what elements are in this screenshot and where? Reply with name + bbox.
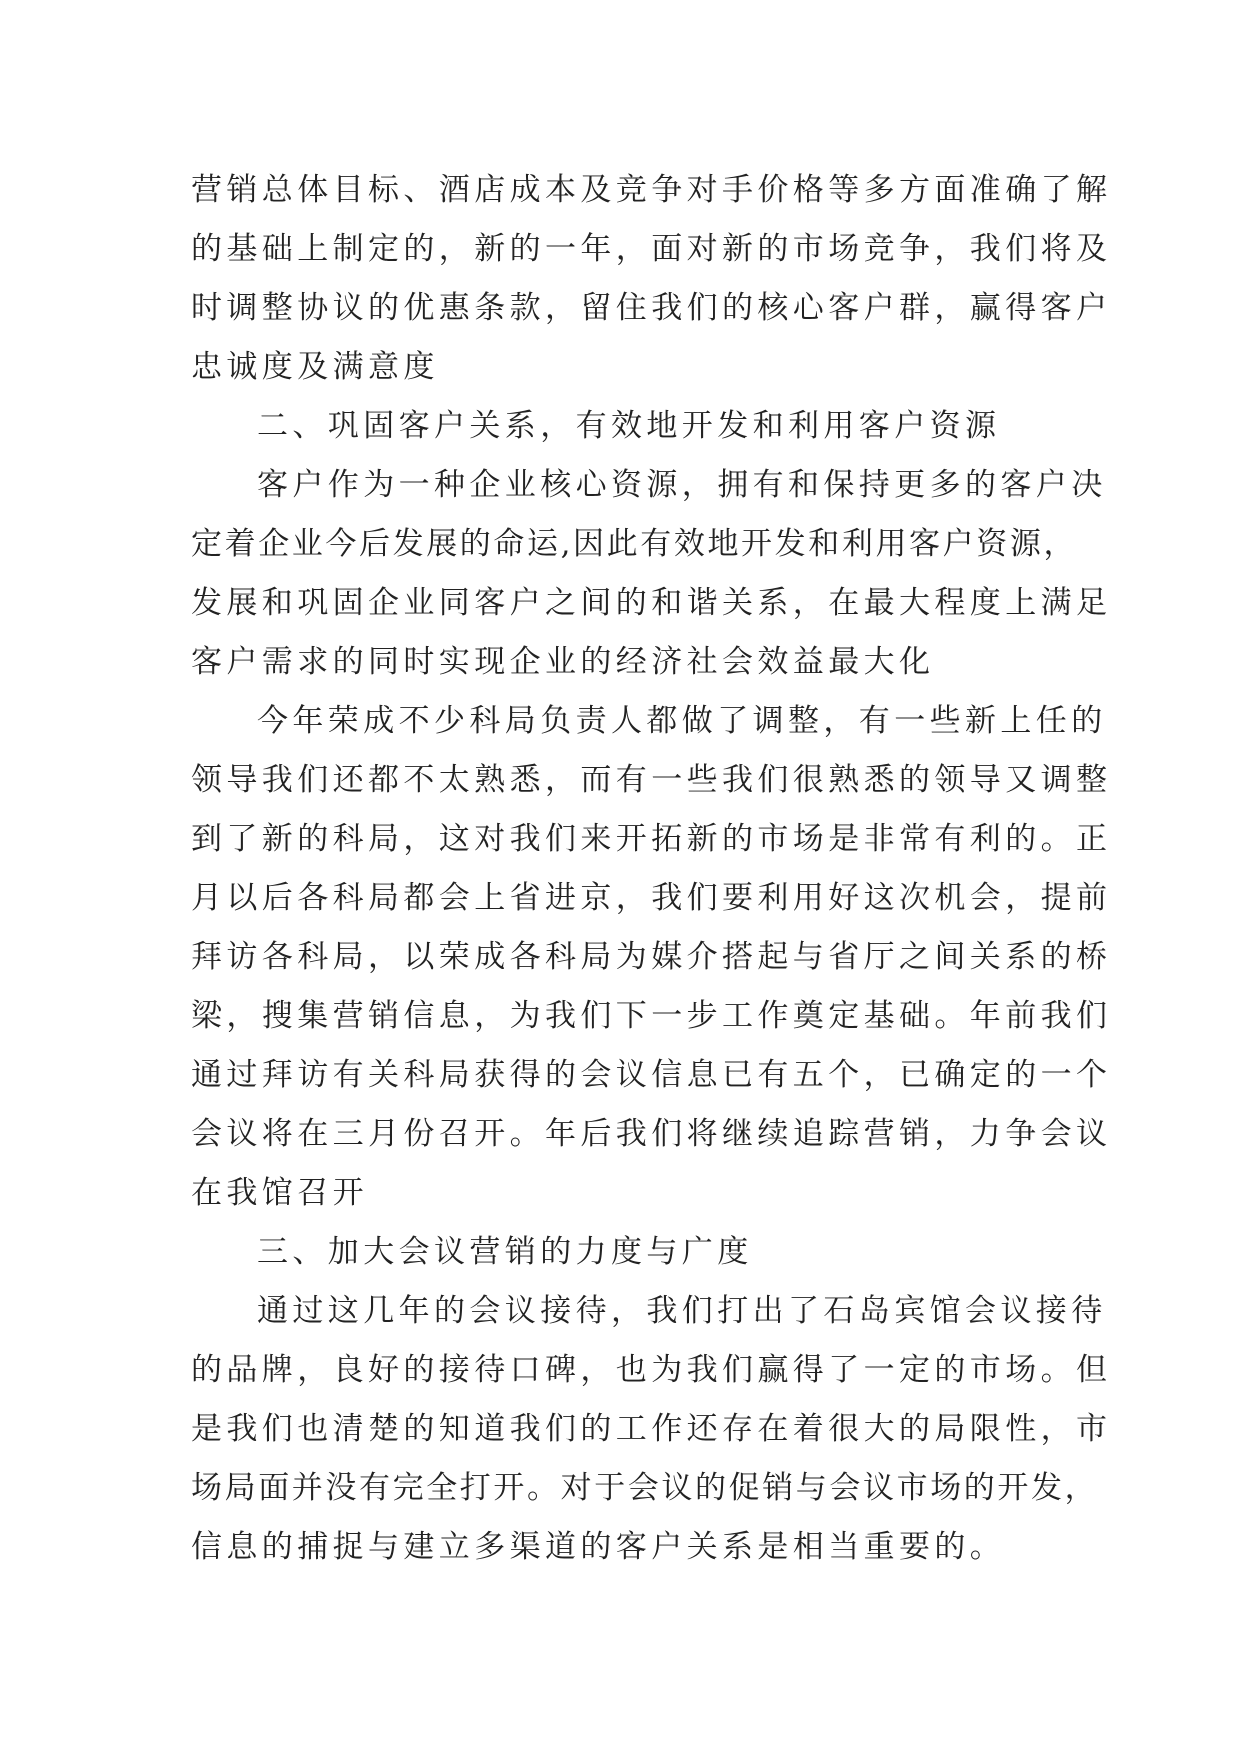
- body-line: 的品牌，良好的接待口碑，也为我们赢得了一定的市场。但: [191, 1352, 1112, 1388]
- body-line: 发展和巩固企业同客户之间的和谐关系，在最大程度上满足: [191, 585, 1112, 621]
- body-line: 是我们也清楚的知道我们的工作还存在着很大的局限性，市: [191, 1411, 1112, 1447]
- body-line: 月以后各科局都会上省进京，我们要利用好这次机会，提前: [191, 880, 1112, 916]
- section-heading: 三、加大会议营销的力度与广度: [257, 1234, 753, 1270]
- body-line: 领导我们还都不太熟悉，而有一些我们很熟悉的领导又调整: [191, 762, 1112, 798]
- body-line: 通过拜访有关科局获得的会议信息已有五个，已确定的一个: [191, 1057, 1112, 1093]
- body-line: 忠诚度及满意度: [191, 349, 439, 385]
- body-line: 拜访各科局，以荣成各科局为媒介搭起与省厅之间关系的桥: [191, 939, 1112, 975]
- body-line: 客户作为一种企业核心资源，拥有和保持更多的客户决: [257, 467, 1107, 503]
- body-line: 通过这几年的会议接待，我们打出了石岛宾馆会议接待: [257, 1293, 1107, 1329]
- body-line: 营销总体目标、酒店成本及竞争对手价格等多方面准确了解: [191, 172, 1112, 208]
- body-line: 场局面并没有完全打开。对于会议的促销与会议市场的开发，: [191, 1470, 1099, 1506]
- section-heading: 二、巩固客户关系，有效地开发和利用客户资源: [257, 408, 1001, 444]
- body-line: 会议将在三月份召开。年后我们将继续追踪营销，力争会议: [191, 1116, 1112, 1152]
- body-line: 客户需求的同时实现企业的经济社会效益最大化: [191, 644, 935, 680]
- body-line: 今年荣成不少科局负责人都做了调整，有一些新上任的: [257, 703, 1107, 739]
- body-line: 到了新的科局，这对我们来开拓新的市场是非常有利的。正: [191, 821, 1112, 857]
- body-line: 信息的捕捉与建立多渠道的客户关系是相当重要的。: [191, 1529, 1006, 1565]
- body-line: 在我馆召开: [191, 1175, 368, 1211]
- body-line: 梁，搜集营销信息，为我们下一步工作奠定基础。年前我们: [191, 998, 1112, 1034]
- body-line: 时调整协议的优惠条款，留住我们的核心客户群，赢得客户: [191, 290, 1112, 326]
- body-line: 定着企业今后发展的命运,因此有效地开发和利用客户资源，: [191, 526, 1078, 562]
- document-body: [191, 161, 1112, 1577]
- body-line: 的基础上制定的，新的一年，面对新的市场竞争，我们将及: [191, 231, 1112, 267]
